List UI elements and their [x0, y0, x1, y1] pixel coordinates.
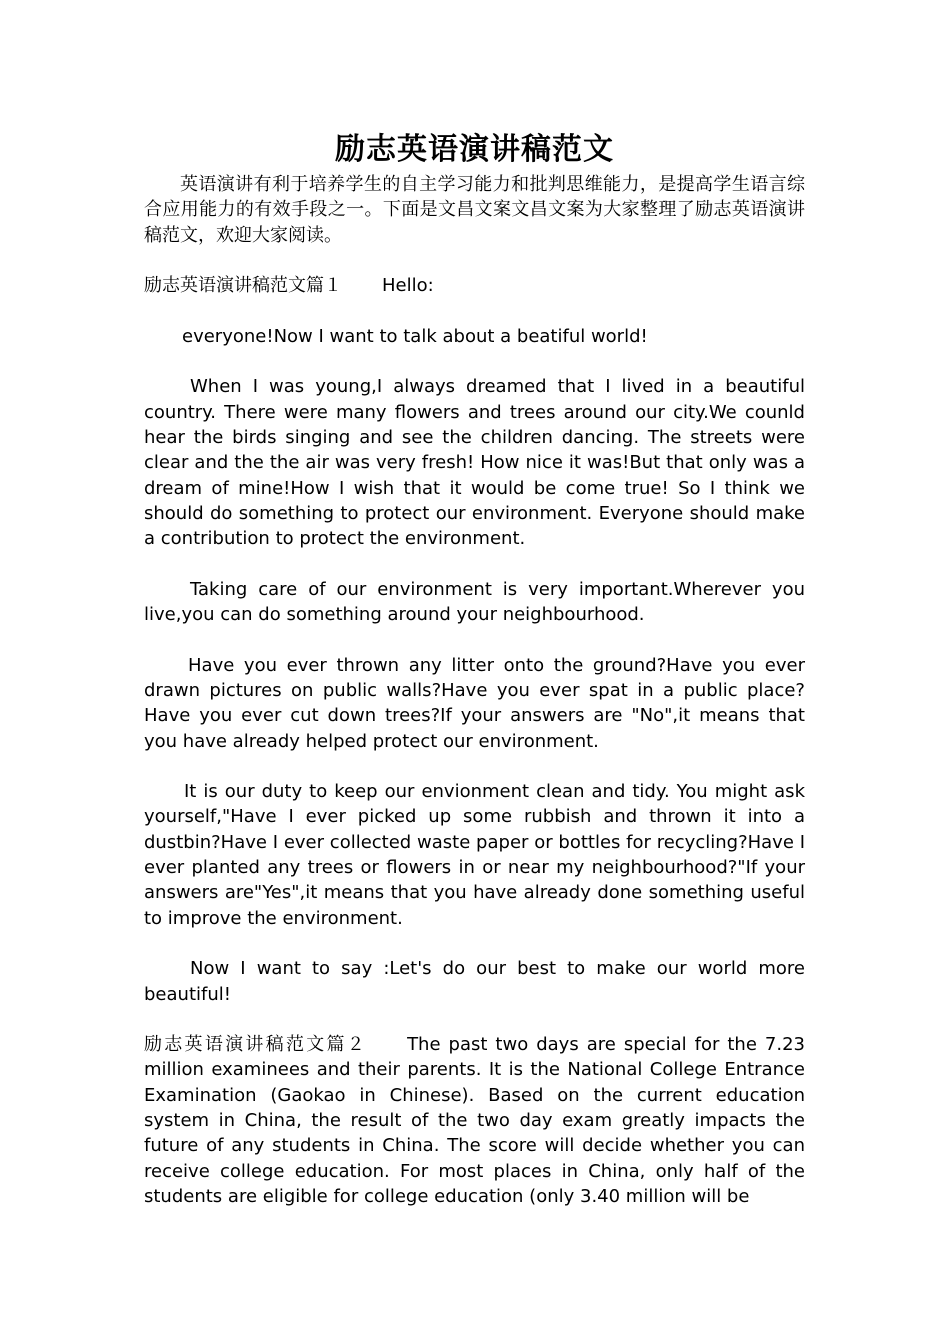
section2-heading: 励志英语演讲稿范文篇２ [144, 1034, 368, 1056]
s1-paragraph-3: Taking care of our environment is very important.Wherever you live,you can do something around your neighbourhood. [144, 578, 805, 626]
document-title: 励志英语演讲稿范文 [335, 132, 614, 167]
s1-paragraph-4: Have you ever thrown any litter onto the ground?Have you ever drawn pictures on public walls?Have you ever spat in a public place? Have you ever cut down trees?If your answers are "No",it means that you have already helped protect our environment. [144, 654, 805, 752]
s1-paragraph-2: When I was young,I always dreamed that I lived in a beautiful country. There were many flowers and trees around our city.We counld hear the birds singing and see the children dancing. The streets were clear and the the air was very fresh! How nice it was!But that only was a dream of mine!How I wish that it would be come true! So I think we should do something to protect our environment. Everyone should make a contribution to protect the environment. [144, 376, 805, 550]
s1-paragraph-1: everyone!Now I want to talk about a beatiful world! [182, 325, 648, 347]
s1-paragraph-5: It is our duty to keep our envionment clean and tidy. You might ask yourself,"Have I ever picked up some rubbish and thrown it into a dustbin?Have I ever collected waste paper or bottles for recycling?Have I ever planted any trees or flowers in or near my neighbourhood?"If your answers are"Yes",it means that you have already done something useful to improve the environment. [144, 781, 805, 929]
intro-paragraph: 英语演讲有利于培养学生的自主学习能力和批判思维能力，是提高学生语言综合应用能力的有效手段之一。下面是文昌文案文昌文案为大家整理了励志英语演讲稿范文，欢迎大家阅读。 [144, 174, 805, 246]
s2-paragraph-1-text: The past two days are special for the 7.23 million examinees and their parents. It is the National College Entrance Examination (Gaokao in Chinese). Based on the current education system in China, the result of the two day exam greatly impacts the future of any students in China. The score will decide whether you can receive college education. For most places in China, only half of the students are eligible for college education (only 3.40 million will be [144, 1034, 805, 1207]
s1-paragraph-6: Now I want to say :Let's do our best to make our world more beautiful! [144, 958, 805, 1005]
section1-heading-line [144, 273, 805, 298]
section1-greeting: Hello: [382, 275, 434, 297]
document-page [144, 128, 805, 1209]
s2-paragraph-1 [144, 1032, 805, 1209]
section1-heading: 励志英语演讲稿范文篇１ [144, 275, 342, 297]
